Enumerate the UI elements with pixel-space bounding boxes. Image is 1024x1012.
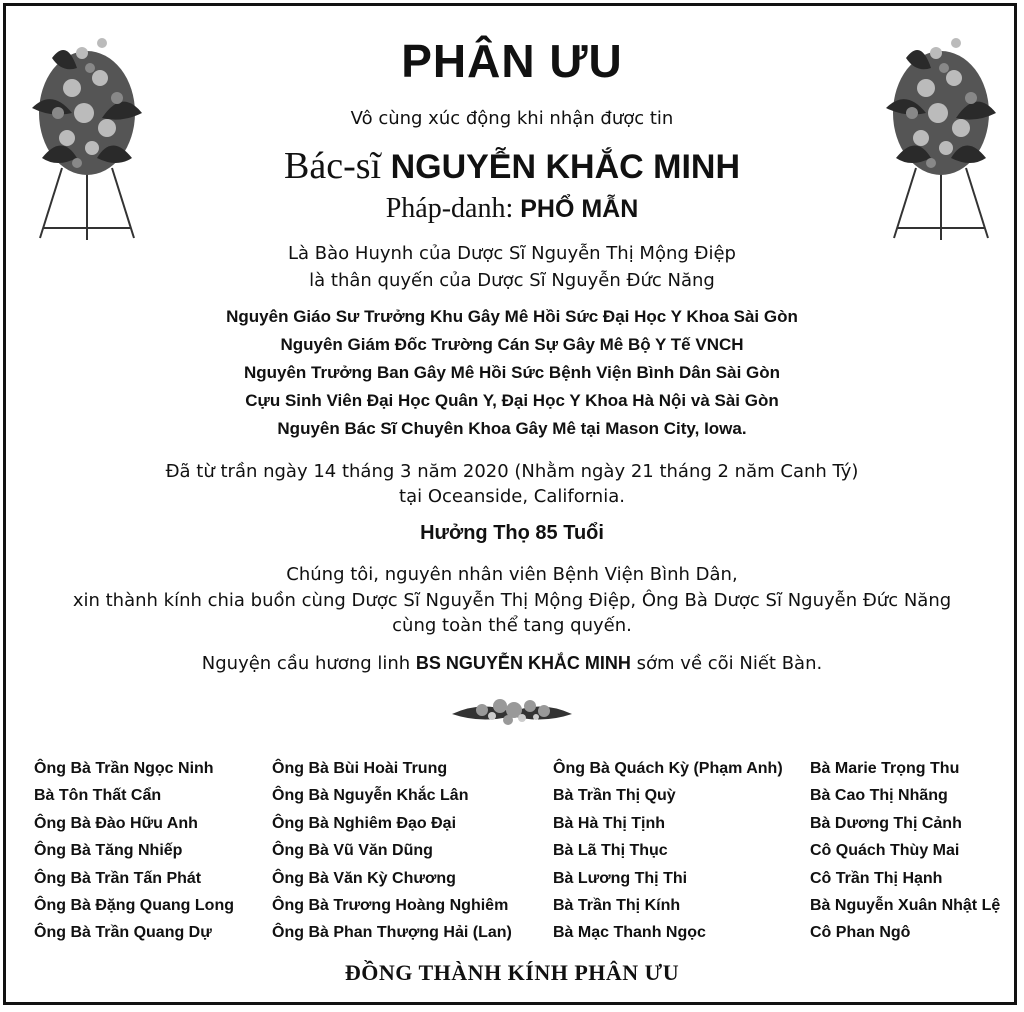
signer-name: Bà Nguyễn Xuân Nhật Lệ (810, 896, 1001, 914)
signer-name: Ông Bà Đào Hữu Anh (34, 814, 198, 832)
signer-name: Ông Bà Văn Kỳ Chương (272, 869, 456, 887)
signer-name: Bà Lã Thị Thục (553, 842, 668, 860)
signer-name: Cô Trần Thị Hạnh (810, 869, 943, 887)
signer-column-4 (810, 755, 1000, 947)
signer-name: Cô Phan Ngô (810, 924, 911, 942)
condolence-line: xin thành kính chia buồn cùng Dược Sĩ Nguyễn Thị Mộng Điệp, Ông Bà Dược Sĩ Nguyễn Đức Năng (72, 590, 952, 611)
prayer-after: sớm về cõi Niết Bàn. (630, 653, 823, 674)
signer-name: Bà Trần Thị Quỳ (553, 787, 676, 805)
passing-date: Đã từ trần ngày 14 tháng 3 năm 2020 (Nhằm ngày 21 tháng 2 năm Canh Tý) (165, 461, 859, 482)
deceased-name-line (0, 144, 1024, 188)
condolence-line: Chúng tôi, nguyên nhân viên Bệnh Viện Bình Dân, (286, 564, 738, 585)
age-line: Hưởng Thọ 85 Tuổi (420, 522, 604, 544)
signer-column-1 (34, 755, 234, 947)
signer-name: Ông Bà Tăng Nhiếp (34, 842, 183, 860)
condolence-line: cùng toàn thể tang quyến. (392, 615, 632, 636)
career-line: Nguyên Bác Sĩ Chuyên Khoa Gây Mê tại Mason City, Iowa. (277, 419, 747, 438)
relation-line: là thân quyến của Dược Sĩ Nguyễn Đức Năng (309, 270, 715, 291)
relation-line: Là Bào Huynh của Dược Sĩ Nguyễn Thị Mộng Điệp (288, 243, 736, 264)
signer-name: Bà Dương Thị Cảnh (810, 814, 962, 832)
signer-name: Bà Lương Thị Thi (553, 869, 688, 887)
signer-name: Ông Bà Trần Ngọc Ninh (34, 760, 214, 777)
signer-name: Bà Cao Thị Nhãng (810, 787, 948, 805)
page-title: PHÂN ƯU (401, 35, 623, 87)
deceased-name: NGUYỄN KHẮC MINH (390, 148, 741, 186)
signer-name: Ông Bà Quách Kỳ (Phạm Anh) (553, 760, 783, 777)
flower-spray-icon (452, 690, 572, 732)
career-line: Nguyên Giáo Sư Trưởng Khu Gây Mê Hồi Sức Đại Học Y Khoa Sài Gòn (226, 307, 798, 326)
signer-name: Bà Trần Thị Kính (553, 896, 681, 914)
career-line: Nguyên Giám Đốc Trường Cán Sự Gây Mê Bộ Y Tế VNCH (280, 335, 744, 354)
signer-name: Bà Marie Trọng Thu (810, 760, 960, 777)
dharma-prefix: Pháp-danh: (385, 193, 514, 224)
prayer-line (0, 653, 1024, 674)
career-line: Cựu Sinh Viên Đại Học Quân Y, Đại Học Y Khoa Hà Nội và Sài Gòn (245, 391, 779, 410)
intro-line: Vô cùng xúc động khi nhận được tin (350, 108, 674, 129)
career-line: Nguyên Trưởng Ban Gây Mê Hồi Sức Bệnh Viện Bình Dân Sài Gòn (243, 363, 781, 382)
dharma-name: PHỔ MẪN (520, 195, 639, 223)
signer-name: Bà Tôn Thất Cẩn (34, 787, 162, 805)
prayer-before: Nguyện cầu hương linh (201, 653, 416, 674)
signer-name: Ông Bà Nghiêm Đạo Đại (272, 814, 457, 832)
signer-name: Ông Bà Đặng Quang Long (34, 896, 234, 914)
signer-column-2 (272, 755, 512, 947)
signer-column-3 (553, 755, 783, 947)
passing-place: tại Oceanside, California. (399, 486, 625, 507)
signer-name: Ông Bà Trương Hoàng Nghiêm (272, 896, 509, 914)
signer-name: Ông Bà Nguyễn Khắc Lân (272, 787, 469, 805)
signer-name: Bà Hà Thị Tịnh (553, 814, 665, 832)
name-prefix: Bác-sĩ (283, 145, 382, 187)
signer-name: Cô Quách Thùy Mai (810, 842, 960, 860)
signer-name: Ông Bà Bùi Hoài Trung (272, 760, 448, 777)
prayer-name: BS NGUYỄN KHẮC MINH (415, 653, 631, 673)
dharma-name-line (0, 193, 1024, 225)
signer-name: Ông Bà Phan Thượng Hải (Lan) (272, 924, 512, 942)
signer-name: Ông Bà Trần Quang Dự (34, 924, 212, 942)
signer-name: Ông Bà Trần Tấn Phát (34, 869, 202, 887)
signer-name: Bà Mạc Thanh Ngọc (553, 924, 706, 942)
closing-line: ĐỒNG THÀNH KÍNH PHÂN ƯU (344, 960, 680, 985)
signer-name: Ông Bà Vũ Văn Dũng (272, 842, 433, 860)
